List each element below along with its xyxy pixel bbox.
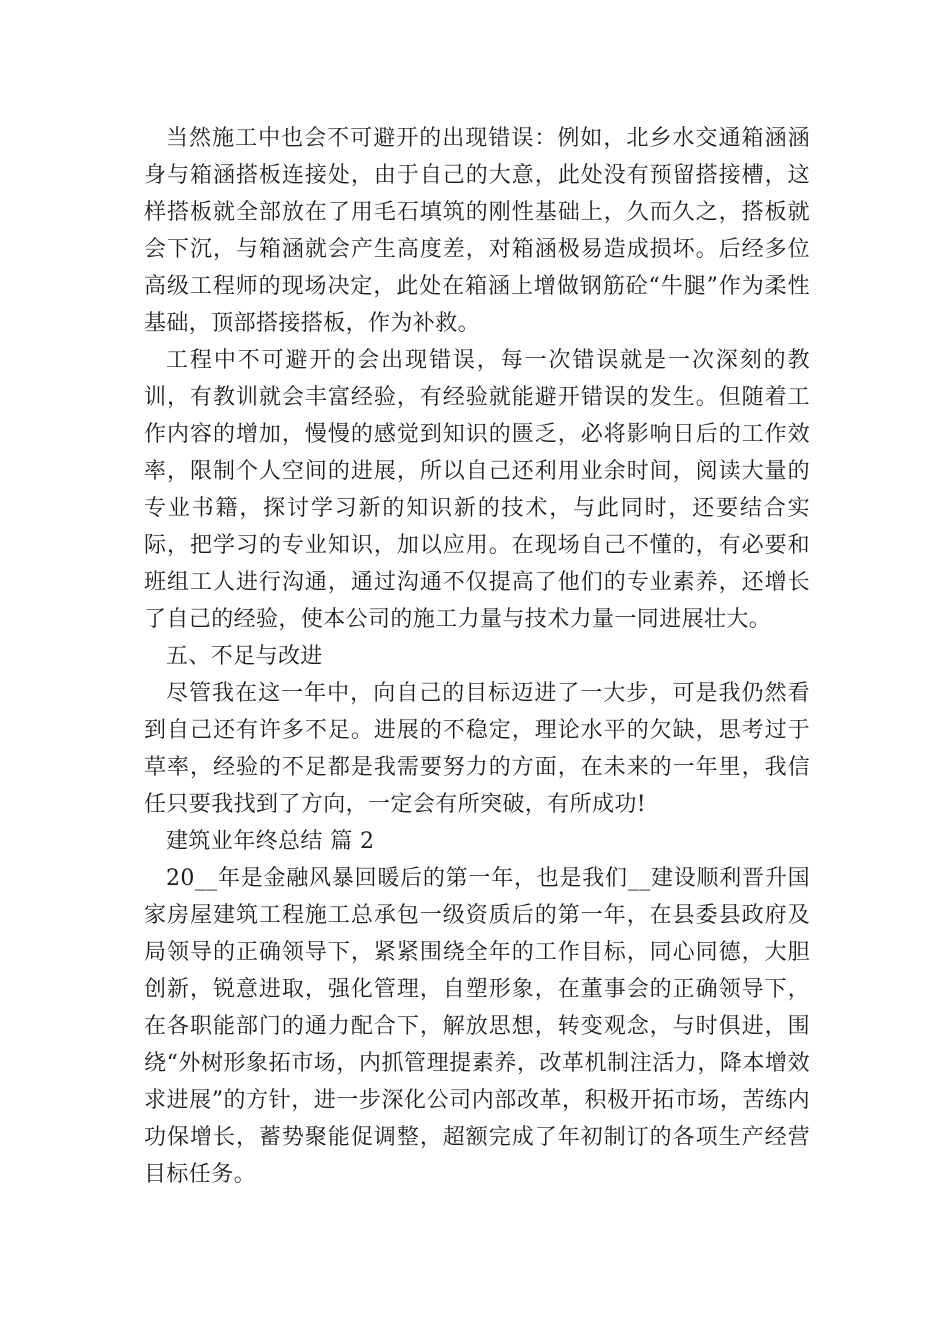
paragraph-annual-summary: 20__年是金融风暴回暖后的第一年，也是我们__建设顺利晋升国家房屋建筑工程施工总承包一级资质后的第一年，在县委县政府及局领导的正确领导下，紧紧围绕全年的工作目标，同心同德，大胆创新，锐意进取，强化管理，自塑形象，在董事会的正确领导下，在各职能部门的通力配合下，解放思想，转变观念，与时俱进，围绕“外树形象拓市场，内抓管理提素养，改革机制注活力，降本增效求进展”的方针，进一步深化公司内部改革，积极开拓市场，苦练内功保增长，蓄势聚能促调整，超额完成了年初制订的各项生产经营目标任务。 [144, 866, 810, 1187]
section-heading-shortcomings: 五、不足与改进 [166, 644, 323, 669]
paragraph-construction-error: 当然施工中也会不可避开的出现错误：例如，北乡水交通箱涵涵身与箱涵搭板连接处，由于自己的大意，此处没有预留搭接槽，这样搭板就全部放在了用毛石填筑的刚性基础上，久而久之，搭板就会下沉，与箱涵就会产生高度差，对箱涵极易造成损坏。后经多位高级工程师的现场决定，此处在箱涵上增做钢筋砼“牛腿”作为柔性基础，顶部搭接搭板，作为补救。 [144, 126, 810, 336]
paragraph-learning-from-errors: 工程中不可避开的会出现错误，每一次错误就是一次深刻的教训，有教训就会丰富经验，有经验就能避开错误的发生。但随着工作内容的增加，慢慢的感觉到知识的匮乏，必将影响日后的工作效率，限制个人空间的进展，所以自己还利用业余时间，阅读大量的专业书籍，探讨学习新的知识新的技术，与此同时，还要结合实际，把学习的专业知识，加以应用。在现场自己不懂的，有必要和班组工人进行沟通，通过沟通不仅提高了他们的专业素养，还增长了自己的经验，使本公司的施工力量与技术力量一同进展壮大。 [144, 348, 810, 632]
article-heading: 建筑业年终总结 篇 2 [166, 829, 375, 854]
paragraph-shortcomings: 尽管我在这一年中，向自己的目标迈进了一大步，可是我仍然看到自己还有许多不足。进展的不稳定，理论水平的欠缺，思考过于草率，经验的不足都是我需要努力的方面，在未来的一年里，我信任只要我找到了方向，一定会有所突破，有所成功! [144, 681, 810, 817]
document-body [144, 120, 810, 1193]
